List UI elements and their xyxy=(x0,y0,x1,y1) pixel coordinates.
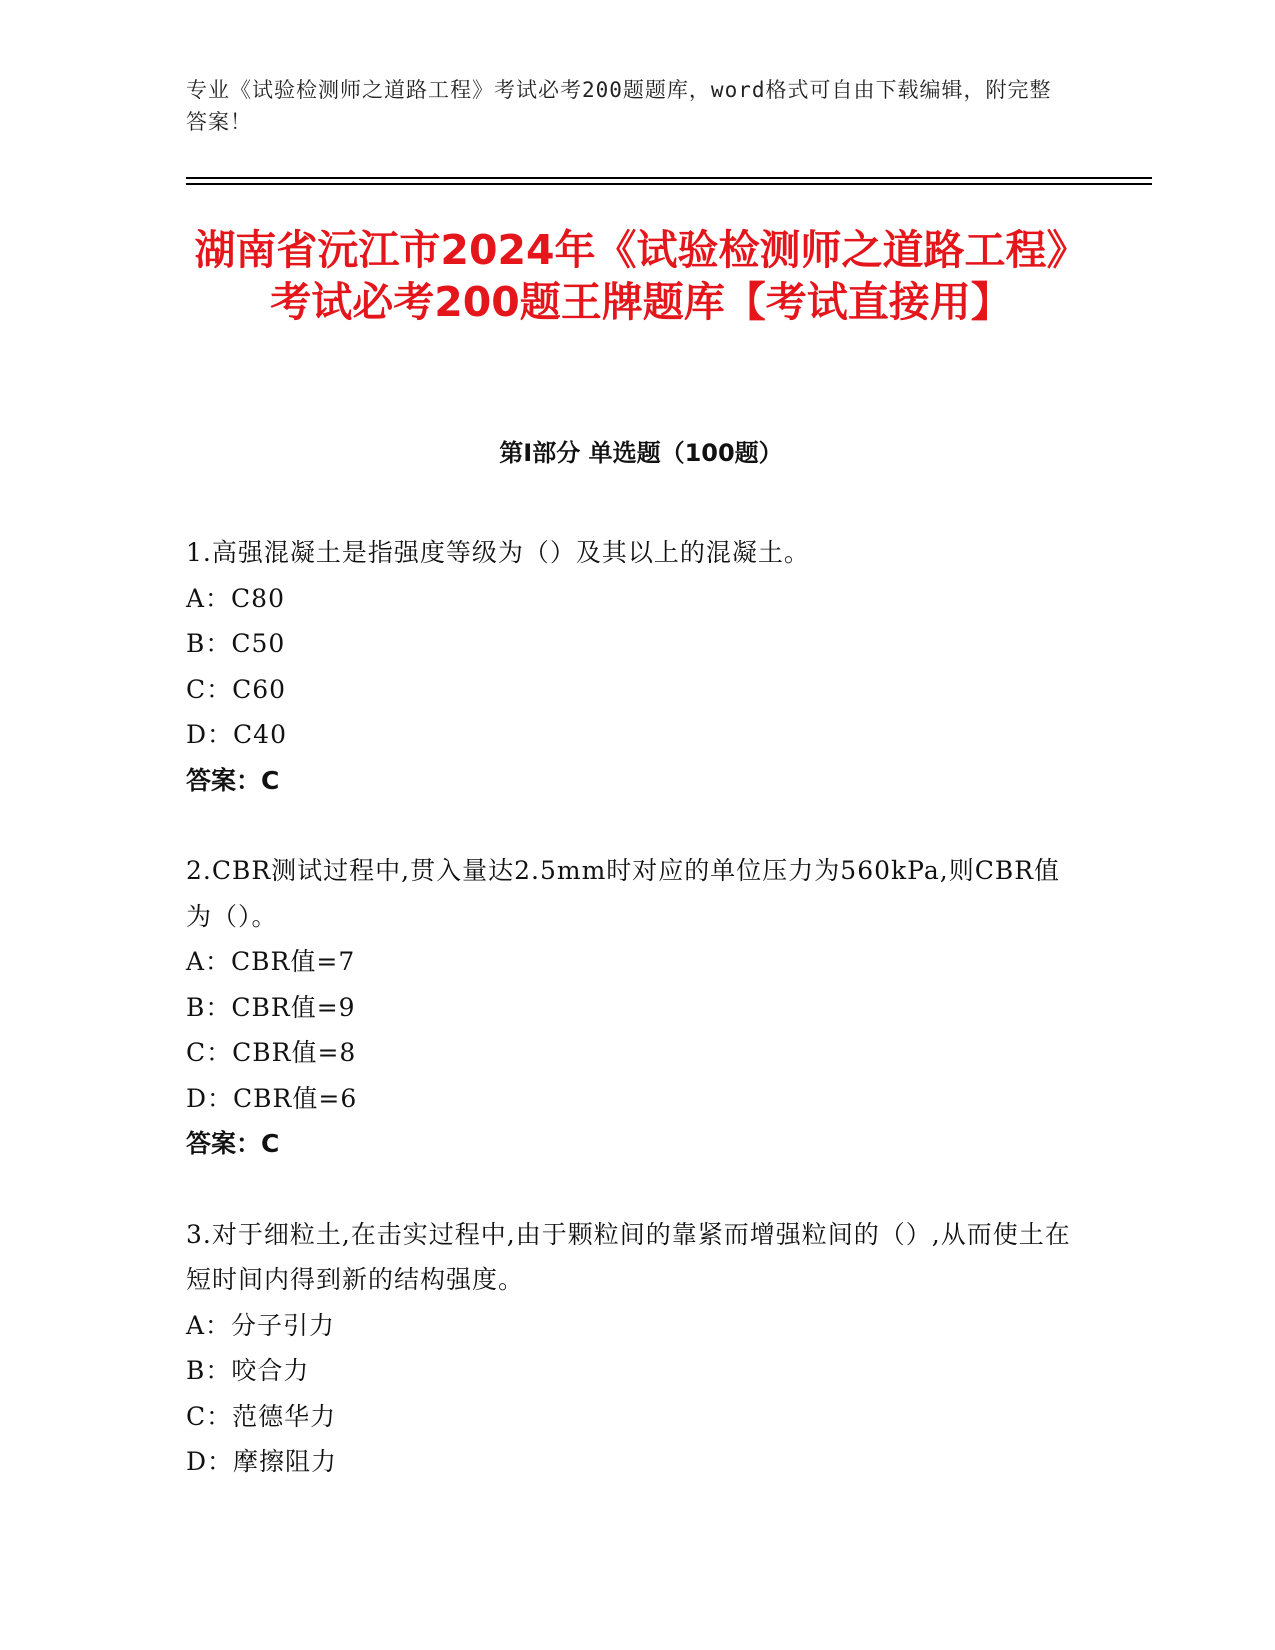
question-item xyxy=(186,530,1086,803)
header-divider-top xyxy=(186,177,1152,179)
answer-text: 答案：C xyxy=(186,765,280,795)
header-note: 专业《试验检测师之道路工程》考试必考200题题库，word格式可自由下载编辑，附完整答案！ xyxy=(186,78,1052,134)
answer-text: 答案：C xyxy=(186,1129,280,1158)
section-heading: 第I部分 单选题（100题） xyxy=(499,439,783,467)
option-b: B：C50 xyxy=(186,629,286,658)
option-b: B：CBR值=9 xyxy=(186,992,356,1022)
header-divider-bottom xyxy=(186,183,1152,185)
question-text: 1.高强混凝土是指强度等级为（）及其以上的混凝土。 xyxy=(186,538,810,567)
option-c: C：范德华力 xyxy=(186,1401,337,1431)
option-d: D：CBR值=6 xyxy=(186,1083,358,1113)
question-text: 3.对于细粒土,在击实过程中,由于颗粒间的靠紧而增强粒间的（）,从而使土在短时间内得到新的结构强度。 xyxy=(186,1219,1071,1294)
option-d: D：C40 xyxy=(186,720,287,749)
option-b: B：咬合力 xyxy=(186,1356,310,1385)
question-text: 2.CBR测试过程中,贯入量达2.5mm时对应的单位压力为560kPa,则CBR值为（）。 xyxy=(186,856,1061,931)
option-a: A：CBR值=7 xyxy=(186,947,356,976)
document-title: 湖南省沅江市2024年《试验检测师之道路工程》考试必考200题王牌题库【考试直接用】 xyxy=(194,226,1088,326)
question-list xyxy=(186,530,1086,1485)
option-c: C：C60 xyxy=(186,674,287,704)
option-d: D：摩擦阻力 xyxy=(186,1447,338,1476)
question-item xyxy=(186,1212,1086,1485)
question-spacer xyxy=(186,1167,1086,1212)
question-item xyxy=(186,848,1086,1167)
question-spacer xyxy=(186,803,1086,848)
option-a: A：C80 xyxy=(186,583,285,613)
option-a: A：分子引力 xyxy=(186,1310,336,1340)
option-c: C：CBR值=8 xyxy=(186,1038,357,1067)
